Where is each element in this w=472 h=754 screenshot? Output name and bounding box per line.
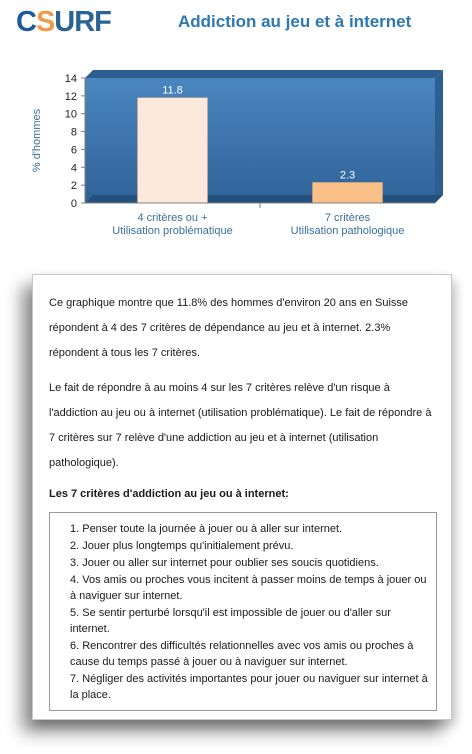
bar-chart (0, 60, 472, 250)
criteria-list (70, 521, 428, 703)
criterion-item: 5. Se sentir perturbé lorsqu'il est impossible de jouer ou d'aller sur internet. (70, 607, 391, 635)
criterion-item: 3. Jouer ou aller sur internet pour oublier ses soucis quotidiens. (70, 557, 379, 569)
y-tick-label: 2 (70, 180, 77, 193)
y-tick-label: 10 (64, 108, 77, 121)
criterion-item: 2. Jouer plus longtemps qu'initialement prévu. (70, 540, 294, 552)
y-tick-label: 14 (64, 73, 77, 85)
category-label: Utilisation pathologique (290, 225, 405, 237)
paragraph-summary: Ce graphique montre que 11.8% des hommes d'environ 20 ans en Suisse répondent à 4 des 7 critères de dépendance au jeu et à internet. 2.3% répondent à tous les 7 critères. (49, 297, 409, 359)
bar-value-label: 11.8 (162, 84, 183, 97)
bar (138, 98, 208, 203)
y-tick-label: 4 (70, 162, 77, 175)
plot-top-edge (85, 70, 443, 78)
criterion-item: 6. Rencontrer des difficultés relationnelles avec vos amis ou proches à cause du temps passé à jouer ou à naviguer sur internet. (70, 640, 414, 668)
y-tick-label: 8 (70, 126, 77, 139)
y-axis-label: % d'hommes (31, 108, 43, 173)
criterion-item: 1. Penser toute la journée à jouer ou à aller sur internet. (70, 523, 343, 535)
bar (313, 182, 383, 203)
category-label: 4 critères ou + (137, 212, 208, 224)
info-panel (32, 274, 452, 720)
bar-value-label: 2.3 (339, 169, 356, 182)
criterion-item: 4. Vos amis ou proches vous incitent à passer moins de temps à jouer ou à naviguer sur internet. (70, 574, 427, 602)
y-tick-label: 0 (70, 198, 77, 210)
criteria-heading: Les 7 critères d'addiction au jeu ou à internet: (49, 488, 289, 500)
category-label: 7 critères (324, 212, 371, 224)
csurf-logo: CSURF (16, 6, 111, 38)
plot-side-edge (435, 70, 443, 203)
y-tick-label: 6 (70, 144, 77, 157)
criterion-item: 7. Négliger des activités importantes pour jouer ou naviguer sur internet à la place. (70, 673, 428, 701)
paragraph-definition: Le fait de répondre à au moins 4 sur les 7 critères relève d'un risque à l'addiction au jeu ou à internet (utilisation problématique). Le fait de répondre à 7 critères sur 7 relève d'une addiction au jeu et à internet (utilisation pathologique). (49, 382, 432, 469)
criteria-box (49, 512, 437, 711)
category-label: Utilisation problématique (112, 225, 233, 237)
page-title: Addiction au jeu et à internet (178, 12, 412, 31)
y-tick-label: 12 (64, 90, 77, 103)
